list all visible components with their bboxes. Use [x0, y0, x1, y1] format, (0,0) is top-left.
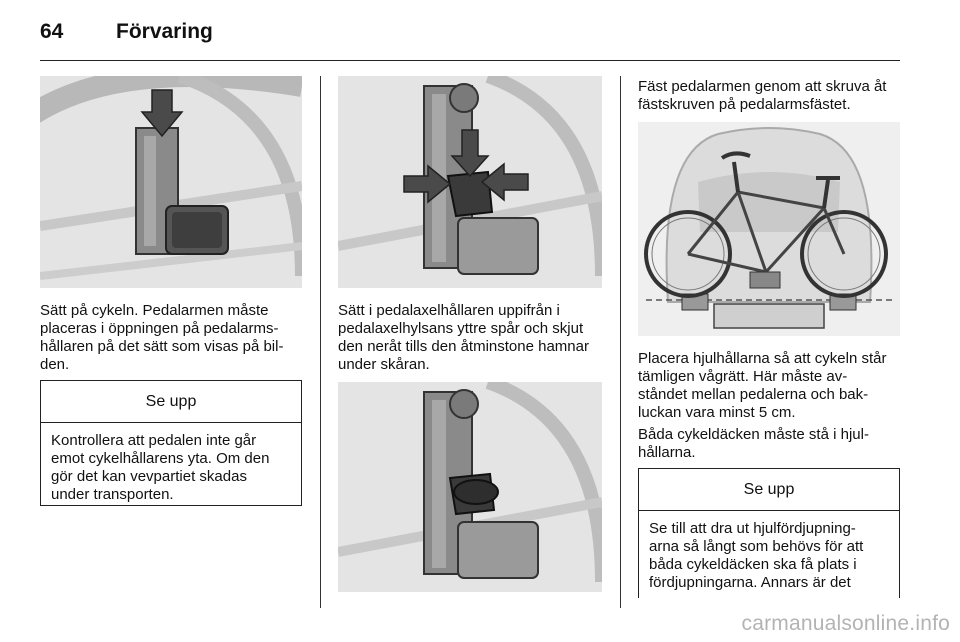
illustration-bike-on-carrier — [638, 122, 900, 336]
text-line: gör det kan vevpartiet skadas — [51, 468, 247, 485]
text-line: båda cykeldäcken ska få plats i — [649, 556, 857, 573]
page-title: Förvaring — [116, 20, 213, 43]
caution-title: Se upp — [41, 381, 301, 423]
text-line: Båda cykeldäcken måste stå i hjul- — [638, 426, 869, 443]
text-line: pedalaxelhylsans yttre spår och skjut — [338, 320, 584, 337]
caution-text — [639, 511, 899, 601]
text-line: Se till att dra ut hjulfördjupning- — [649, 520, 856, 537]
col3-paragraph-3 — [638, 426, 908, 462]
text-line: placeras i öppningen på pedalarms- — [40, 320, 279, 337]
text-line: Kontrollera att pedalen inte går — [51, 432, 257, 449]
caution-box-2 — [638, 468, 900, 598]
illustration-pedal-arm-placement — [40, 76, 302, 288]
col3-paragraph-1 — [638, 78, 908, 114]
text-line: Sätt i pedalaxelhållaren uppifrån i — [338, 302, 560, 319]
col3-paragraph-2 — [638, 350, 908, 422]
text-line: Sätt på cykeln. Pedalarmen måste — [40, 302, 269, 319]
text-line: fästskruven på pedalarmsfästet. — [638, 96, 851, 113]
illustration-pedal-axle-holder — [338, 76, 602, 288]
illustration-fastening-screw — [338, 382, 602, 592]
text-line: tämligen vågrätt. Här måste av- — [638, 368, 848, 385]
text-line: den neråt tills den åtminstone hamnar — [338, 338, 589, 355]
text-line: Fäst pedalarmen genom att skruva åt — [638, 78, 887, 95]
page-number: 64 — [40, 20, 64, 43]
text-line: hållaren på det sätt som visas på bil- — [40, 338, 284, 355]
text-line: ståndet mellan pedalerna och bak- — [638, 386, 869, 403]
text-line: Placera hjulhållarna så att cykeln står — [638, 350, 887, 367]
text-line: hållarna. — [638, 444, 696, 461]
text-line: under skåran. — [338, 356, 430, 373]
col2-paragraph — [338, 302, 612, 374]
text-line: emot cykelhållarens yta. Om den — [51, 450, 270, 467]
text-line: arna så långt som behövs för att — [649, 538, 864, 555]
watermark: carmanualsonline.info — [741, 612, 950, 635]
caution-text — [41, 423, 301, 513]
column-divider-1 — [320, 76, 321, 608]
text-line: den. — [40, 356, 70, 373]
header-rule — [40, 60, 900, 61]
column-divider-2 — [620, 76, 621, 608]
col1-paragraph — [40, 302, 310, 374]
caution-title: Se upp — [639, 469, 899, 511]
caution-box-1 — [40, 380, 302, 506]
text-line: luckan vara minst 5 cm. — [638, 404, 796, 421]
text-line: under transporten. — [51, 486, 174, 503]
text-line: fördjupningarna. Annars är det — [649, 574, 851, 591]
